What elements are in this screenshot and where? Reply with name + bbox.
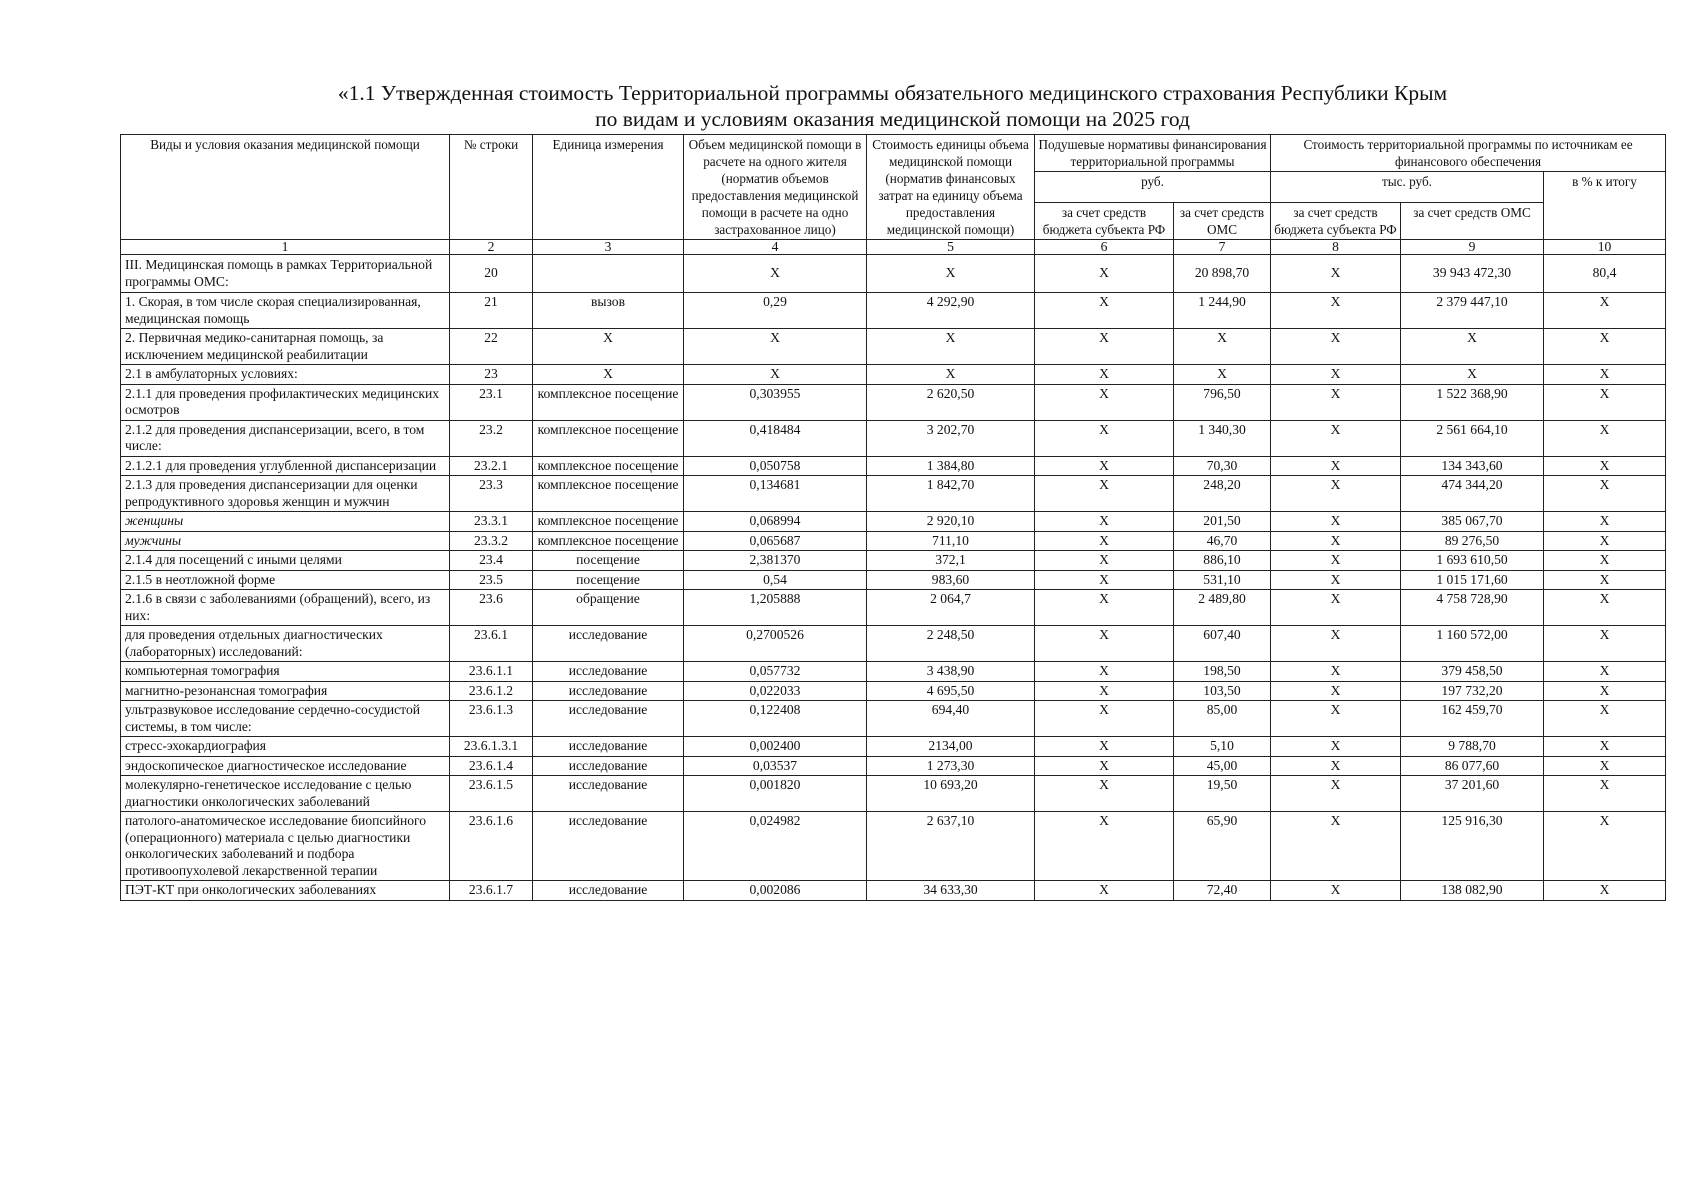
row-percent: X (1544, 681, 1666, 701)
table-row (121, 551, 1666, 571)
table-row (121, 255, 1666, 293)
row-percent: X (1544, 384, 1666, 420)
row-oms-total: 474 344,20 (1401, 476, 1544, 512)
row-code: 23.1 (450, 384, 533, 420)
row-volume: 0,418484 (684, 420, 867, 456)
row-oms-total: 89 276,50 (1401, 531, 1544, 551)
row-name: 2.1.2 для проведения диспансеризации, всего, в том числе: (121, 420, 450, 456)
header-oms-total: за счет средств ОМС (1401, 203, 1544, 240)
table-row (121, 420, 1666, 456)
row-budget-norm: X (1035, 701, 1174, 737)
header-program-cost: Стоимость территориальной программы по источникам ее финансового обеспечения (1271, 135, 1666, 172)
header-budget-total: за счет средств бюджета субъекта РФ (1271, 203, 1401, 240)
row-oms-norm: 5,10 (1174, 737, 1271, 757)
row-budget-norm: X (1035, 512, 1174, 532)
row-oms-total: 138 082,90 (1401, 881, 1544, 901)
row-budget-total: X (1271, 570, 1401, 590)
row-volume: 0,065687 (684, 531, 867, 551)
row-percent: X (1544, 531, 1666, 551)
row-name: мужчины (121, 531, 450, 551)
row-oms-norm: 248,20 (1174, 476, 1271, 512)
row-volume: 0,134681 (684, 476, 867, 512)
row-budget-norm: X (1035, 756, 1174, 776)
table-row (121, 812, 1666, 881)
table-row (121, 531, 1666, 551)
row-budget-total: X (1271, 756, 1401, 776)
program-cost-table (120, 134, 1666, 901)
row-unit-cost: X (867, 329, 1035, 365)
row-budget-norm: X (1035, 365, 1174, 385)
row-oms-total: 197 732,20 (1401, 681, 1544, 701)
row-budget-norm: X (1035, 590, 1174, 626)
row-oms-norm: 20 898,70 (1174, 255, 1271, 293)
row-oms-norm: 46,70 (1174, 531, 1271, 551)
row-budget-norm: X (1035, 626, 1174, 662)
row-name: 2.1.3 для проведения диспансеризации для оценки репродуктивного здоровья женщин и мужчин (121, 476, 450, 512)
row-unit-cost: 983,60 (867, 570, 1035, 590)
row-budget-total: X (1271, 662, 1401, 682)
row-volume: 0,03537 (684, 756, 867, 776)
table-row (121, 662, 1666, 682)
row-unit-cost: 1 842,70 (867, 476, 1035, 512)
row-budget-norm: X (1035, 662, 1174, 682)
column-number: 5 (867, 240, 1035, 255)
column-number: 10 (1544, 240, 1666, 255)
row-volume: 0,001820 (684, 776, 867, 812)
row-name: ПЭТ-КТ при онкологических заболеваниях (121, 881, 450, 901)
row-budget-norm: X (1035, 476, 1174, 512)
row-unit: исследование (533, 756, 684, 776)
row-percent: X (1544, 476, 1666, 512)
row-code: 23.5 (450, 570, 533, 590)
row-unit: исследование (533, 701, 684, 737)
row-oms-total: 37 201,60 (1401, 776, 1544, 812)
row-percent: X (1544, 570, 1666, 590)
row-percent: X (1544, 551, 1666, 571)
header-budget-norm: за счет средств бюджета субъекта РФ (1035, 203, 1174, 240)
row-unit: обращение (533, 590, 684, 626)
row-unit-cost: 3 202,70 (867, 420, 1035, 456)
row-volume: X (684, 255, 867, 293)
row-unit-cost: 2 920,10 (867, 512, 1035, 532)
row-budget-total: X (1271, 293, 1401, 329)
row-name: патолого-анатомическое исследование биопсийного (операционного) материала с целью диагностики онкологических заболеваний и подбора противоопухолевой лекарственной терапии (121, 812, 450, 881)
row-volume: 0,54 (684, 570, 867, 590)
row-name: 2.1.2.1 для проведения углубленной диспансеризации (121, 456, 450, 476)
header-rub: руб. (1035, 172, 1271, 203)
table-row (121, 701, 1666, 737)
row-unit-cost: 372,1 (867, 551, 1035, 571)
row-oms-norm: 1 244,90 (1174, 293, 1271, 329)
row-budget-total: X (1271, 626, 1401, 662)
column-numbers-row (121, 240, 1666, 255)
row-budget-norm: X (1035, 456, 1174, 476)
row-oms-norm: 531,10 (1174, 570, 1271, 590)
row-oms-total: X (1401, 365, 1544, 385)
row-oms-total: 86 077,60 (1401, 756, 1544, 776)
row-unit: исследование (533, 626, 684, 662)
table-row (121, 329, 1666, 365)
row-code: 23.6.1.5 (450, 776, 533, 812)
row-code: 23.3 (450, 476, 533, 512)
row-budget-total: X (1271, 681, 1401, 701)
row-budget-norm: X (1035, 384, 1174, 420)
row-code: 22 (450, 329, 533, 365)
table-row (121, 384, 1666, 420)
table-row (121, 590, 1666, 626)
row-percent: X (1544, 590, 1666, 626)
row-unit: посещение (533, 551, 684, 571)
row-name: женщины (121, 512, 450, 532)
row-unit: исследование (533, 881, 684, 901)
row-oms-total: 39 943 472,30 (1401, 255, 1544, 293)
column-number: 4 (684, 240, 867, 255)
row-budget-norm: X (1035, 737, 1174, 757)
row-code: 23.6.1.2 (450, 681, 533, 701)
header-unit: Единица измерения (533, 135, 684, 240)
row-oms-total: 1 160 572,00 (1401, 626, 1544, 662)
row-oms-total: 9 788,70 (1401, 737, 1544, 757)
table-row (121, 681, 1666, 701)
row-code: 20 (450, 255, 533, 293)
row-budget-total: X (1271, 551, 1401, 571)
table-row (121, 456, 1666, 476)
table-header (121, 135, 1666, 255)
row-unit: комплексное посещение (533, 531, 684, 551)
row-percent: X (1544, 812, 1666, 881)
row-code: 23.6.1.3.1 (450, 737, 533, 757)
row-oms-norm: 198,50 (1174, 662, 1271, 682)
row-percent: X (1544, 881, 1666, 901)
row-name: для проведения отдельных диагностических (лабораторных) исследований: (121, 626, 450, 662)
row-percent: X (1544, 756, 1666, 776)
row-oms-total: 2 379 447,10 (1401, 293, 1544, 329)
row-budget-norm: X (1035, 255, 1174, 293)
row-budget-norm: X (1035, 776, 1174, 812)
row-oms-total: 1 522 368,90 (1401, 384, 1544, 420)
row-code: 23.6.1.4 (450, 756, 533, 776)
table-row (121, 776, 1666, 812)
row-oms-norm: 2 489,80 (1174, 590, 1271, 626)
row-unit: исследование (533, 662, 684, 682)
row-volume: 1,205888 (684, 590, 867, 626)
row-budget-total: X (1271, 737, 1401, 757)
table-body (121, 255, 1666, 901)
column-number: 7 (1174, 240, 1271, 255)
table-row (121, 626, 1666, 662)
row-unit-cost: 694,40 (867, 701, 1035, 737)
row-code: 23.6.1 (450, 626, 533, 662)
row-budget-norm: X (1035, 551, 1174, 571)
table-row (121, 512, 1666, 532)
row-budget-total: X (1271, 420, 1401, 456)
row-volume: 0,068994 (684, 512, 867, 532)
header-percent: в % к итогу (1544, 172, 1666, 240)
row-volume: 0,050758 (684, 456, 867, 476)
row-percent: X (1544, 293, 1666, 329)
row-name: компьютерная томография (121, 662, 450, 682)
header-thousand-rub: тыс. руб. (1271, 172, 1544, 203)
row-code: 23.3.1 (450, 512, 533, 532)
row-budget-total: X (1271, 701, 1401, 737)
row-code: 23.2.1 (450, 456, 533, 476)
row-budget-total: X (1271, 384, 1401, 420)
title-line-2: по видам и условиям оказания медицинской помощи на 2025 год (595, 107, 1190, 131)
table-row (121, 881, 1666, 901)
row-unit (533, 255, 684, 293)
row-percent: X (1544, 329, 1666, 365)
row-unit-cost: 4 695,50 (867, 681, 1035, 701)
row-unit: исследование (533, 681, 684, 701)
row-unit: комплексное посещение (533, 384, 684, 420)
row-name: 2. Первичная медико-санитарная помощь, за исключением медицинской реабилитации (121, 329, 450, 365)
row-code: 23 (450, 365, 533, 385)
row-oms-norm: 796,50 (1174, 384, 1271, 420)
row-unit-cost: 4 292,90 (867, 293, 1035, 329)
row-volume: X (684, 329, 867, 365)
row-unit: комплексное посещение (533, 476, 684, 512)
row-volume: 0,122408 (684, 701, 867, 737)
row-percent: 80,4 (1544, 255, 1666, 293)
row-unit-cost: 2 637,10 (867, 812, 1035, 881)
row-volume: 0,057732 (684, 662, 867, 682)
document-title (120, 80, 1665, 132)
row-oms-total: 379 458,50 (1401, 662, 1544, 682)
row-oms-total: X (1401, 329, 1544, 365)
row-unit: X (533, 329, 684, 365)
row-code: 23.2 (450, 420, 533, 456)
row-volume: X (684, 365, 867, 385)
row-name: 1. Скорая, в том числе скорая специализированная, медицинская помощь (121, 293, 450, 329)
row-name: 2.1.4 для посещений с иными целями (121, 551, 450, 571)
row-name: 2.1.6 в связи с заболеваниями (обращений), всего, из них: (121, 590, 450, 626)
row-oms-norm: 19,50 (1174, 776, 1271, 812)
row-unit-cost: 1 384,80 (867, 456, 1035, 476)
row-unit-cost: 2134,00 (867, 737, 1035, 757)
row-volume: 0,2700526 (684, 626, 867, 662)
row-unit: исследование (533, 737, 684, 757)
row-unit-cost: 34 633,30 (867, 881, 1035, 901)
header-unit-cost: Стоимость единицы объема медицинской помощи (норматив финансовых затрат на единицу объема предоставления медицинской помощи) (867, 135, 1035, 240)
column-number: 8 (1271, 240, 1401, 255)
row-budget-total: X (1271, 531, 1401, 551)
row-oms-norm: 886,10 (1174, 551, 1271, 571)
row-oms-norm: 201,50 (1174, 512, 1271, 532)
row-name: стресс-эхокардиография (121, 737, 450, 757)
row-unit-cost: 3 438,90 (867, 662, 1035, 682)
row-oms-total: 1 693 610,50 (1401, 551, 1544, 571)
row-code: 23.6.1.1 (450, 662, 533, 682)
row-unit: комплексное посещение (533, 420, 684, 456)
row-budget-total: X (1271, 881, 1401, 901)
row-name: магнитно-резонансная томография (121, 681, 450, 701)
column-number: 3 (533, 240, 684, 255)
row-unit-cost: 2 064,7 (867, 590, 1035, 626)
row-budget-norm: X (1035, 812, 1174, 881)
row-budget-total: X (1271, 476, 1401, 512)
row-unit: комплексное посещение (533, 512, 684, 532)
row-volume: 0,022033 (684, 681, 867, 701)
table-row (121, 756, 1666, 776)
row-name: 2.1 в амбулаторных условиях: (121, 365, 450, 385)
row-unit: исследование (533, 812, 684, 881)
column-number: 9 (1401, 240, 1544, 255)
row-budget-total: X (1271, 590, 1401, 626)
row-code: 23.6.1.7 (450, 881, 533, 901)
row-oms-norm: 72,40 (1174, 881, 1271, 901)
row-oms-norm: 607,40 (1174, 626, 1271, 662)
row-percent: X (1544, 737, 1666, 757)
table-row (121, 365, 1666, 385)
row-code: 23.6 (450, 590, 533, 626)
row-oms-norm: 65,90 (1174, 812, 1271, 881)
column-number: 2 (450, 240, 533, 255)
title-line-1: «1.1 Утвержденная стоимость Территориальной программы обязательного медицинского страхования Республики Крым (337, 81, 1448, 105)
row-budget-total: X (1271, 255, 1401, 293)
row-budget-norm: X (1035, 420, 1174, 456)
row-volume: 2,381370 (684, 551, 867, 571)
row-percent: X (1544, 365, 1666, 385)
column-number: 6 (1035, 240, 1174, 255)
row-budget-total: X (1271, 329, 1401, 365)
row-unit-cost: 711,10 (867, 531, 1035, 551)
row-percent: X (1544, 420, 1666, 456)
column-number: 1 (121, 240, 450, 255)
row-name: ультразвуковое исследование сердечно-сосудистой системы, в том числе: (121, 701, 450, 737)
row-percent: X (1544, 776, 1666, 812)
row-code: 23.3.2 (450, 531, 533, 551)
row-code: 21 (450, 293, 533, 329)
header-oms-norm: за счет средств ОМС (1174, 203, 1271, 240)
header-per-capita-norms: Подушевые нормативы финансирования территориальной программы (1035, 135, 1271, 172)
row-unit: комплексное посещение (533, 456, 684, 476)
row-budget-norm: X (1035, 329, 1174, 365)
row-oms-norm: 103,50 (1174, 681, 1271, 701)
row-oms-total: 385 067,70 (1401, 512, 1544, 532)
row-oms-norm: 85,00 (1174, 701, 1271, 737)
row-oms-norm: 1 340,30 (1174, 420, 1271, 456)
header-volume: Объем медицинской помощи в расчете на одного жителя (норматив объемов предоставления медицинской помощи в расчете на одно застрахованное лицо) (684, 135, 867, 240)
row-unit-cost: 10 693,20 (867, 776, 1035, 812)
row-unit-cost: 2 248,50 (867, 626, 1035, 662)
row-budget-norm: X (1035, 681, 1174, 701)
table-row (121, 476, 1666, 512)
row-percent: X (1544, 456, 1666, 476)
row-code: 23.4 (450, 551, 533, 571)
row-unit: посещение (533, 570, 684, 590)
row-name: молекулярно-генетическое исследование с целью диагностики онкологических заболеваний (121, 776, 450, 812)
row-unit-cost: 2 620,50 (867, 384, 1035, 420)
row-oms-norm: 70,30 (1174, 456, 1271, 476)
table-row (121, 570, 1666, 590)
row-oms-total: 4 758 728,90 (1401, 590, 1544, 626)
row-percent: X (1544, 626, 1666, 662)
row-code: 23.6.1.6 (450, 812, 533, 881)
row-name: 2.1.1 для проведения профилактических медицинских осмотров (121, 384, 450, 420)
row-volume: 0,002400 (684, 737, 867, 757)
row-budget-total: X (1271, 812, 1401, 881)
row-oms-total: 1 015 171,60 (1401, 570, 1544, 590)
row-oms-norm: X (1174, 365, 1271, 385)
row-volume: 0,002086 (684, 881, 867, 901)
row-unit-cost: X (867, 365, 1035, 385)
row-percent: X (1544, 701, 1666, 737)
row-unit-cost: X (867, 255, 1035, 293)
row-volume: 0,024982 (684, 812, 867, 881)
row-name: эндоскопическое диагностическое исследование (121, 756, 450, 776)
row-budget-total: X (1271, 512, 1401, 532)
row-oms-total: 134 343,60 (1401, 456, 1544, 476)
row-budget-total: X (1271, 456, 1401, 476)
row-budget-total: X (1271, 365, 1401, 385)
row-budget-norm: X (1035, 531, 1174, 551)
row-oms-norm: X (1174, 329, 1271, 365)
row-percent: X (1544, 512, 1666, 532)
row-name: III. Медицинская помощь в рамках Территориальной программы ОМС: (121, 255, 450, 293)
table-row (121, 737, 1666, 757)
row-budget-total: X (1271, 776, 1401, 812)
row-unit-cost: 1 273,30 (867, 756, 1035, 776)
row-volume: 0,29 (684, 293, 867, 329)
row-budget-norm: X (1035, 570, 1174, 590)
row-oms-norm: 45,00 (1174, 756, 1271, 776)
row-oms-total: 2 561 664,10 (1401, 420, 1544, 456)
row-budget-norm: X (1035, 293, 1174, 329)
row-oms-total: 162 459,70 (1401, 701, 1544, 737)
row-unit: X (533, 365, 684, 385)
row-code: 23.6.1.3 (450, 701, 533, 737)
row-budget-norm: X (1035, 881, 1174, 901)
row-unit: исследование (533, 776, 684, 812)
row-name: 2.1.5 в неотложной форме (121, 570, 450, 590)
header-row-number: № строки (450, 135, 533, 240)
table-row (121, 293, 1666, 329)
header-kinds: Виды и условия оказания медицинской помощи (121, 135, 450, 240)
row-unit: вызов (533, 293, 684, 329)
row-oms-total: 125 916,30 (1401, 812, 1544, 881)
row-percent: X (1544, 662, 1666, 682)
row-volume: 0,303955 (684, 384, 867, 420)
